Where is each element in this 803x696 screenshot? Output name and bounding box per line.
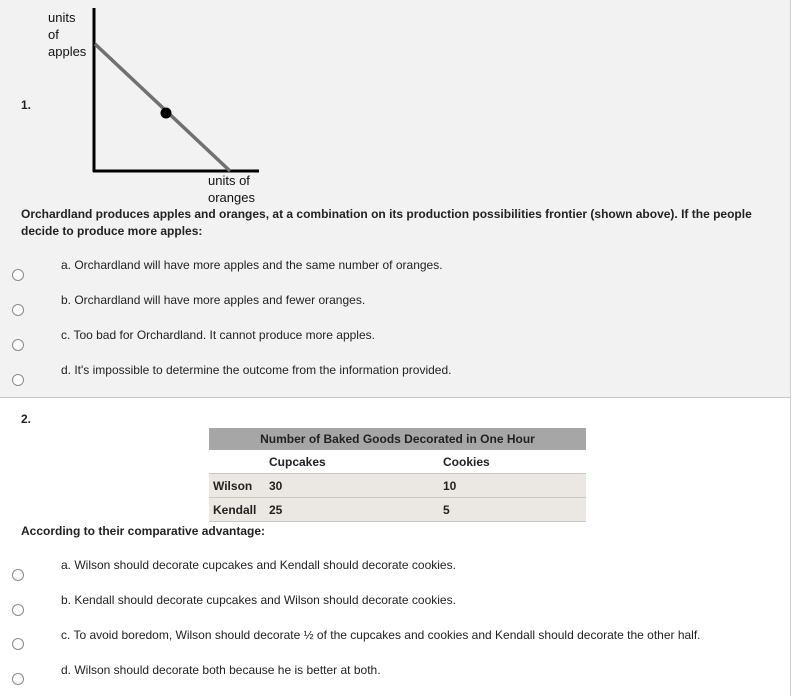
production-point xyxy=(161,108,172,119)
question-number: 1. xyxy=(21,98,32,112)
question-number: 2. xyxy=(21,412,32,426)
ppf-graph xyxy=(0,0,300,200)
table-header-cookies: Cookies xyxy=(439,450,586,474)
radio-choice-a[interactable] xyxy=(12,569,24,581)
choice-b-label[interactable]: b. Kendall should decorate cupcakes and Wilson should decorate cookies. xyxy=(61,593,456,607)
radio-choice-c[interactable] xyxy=(12,339,24,351)
y-axis-label xyxy=(48,9,86,60)
radio-choice-b[interactable] xyxy=(12,304,24,316)
choice-c-label[interactable]: c. Too bad for Orchardland. It cannot produce more apples. xyxy=(61,328,375,342)
choice-a-label[interactable]: a. Wilson should decorate cupcakes and Kendall should decorate cookies. xyxy=(61,558,456,572)
choice-a-label[interactable]: a. Orchardland will have more apples and the same number of oranges. xyxy=(61,258,443,272)
table-title: Number of Baked Goods Decorated in One Hour xyxy=(209,428,586,450)
choice-b-label[interactable]: b. Orchardland will have more apples and fewer oranges. xyxy=(61,293,366,307)
ppf-curve xyxy=(95,44,230,171)
y-axis-label-line: apples xyxy=(48,44,87,59)
radio-choice-d[interactable] xyxy=(12,673,24,685)
table-row xyxy=(209,474,586,498)
row-cookies: 10 xyxy=(439,474,586,498)
radio-choice-a[interactable] xyxy=(12,269,24,281)
table-header-row xyxy=(209,450,586,474)
x-axis-label-line: oranges xyxy=(208,190,255,205)
row-cookies: 5 xyxy=(439,498,586,522)
radio-choice-d[interactable] xyxy=(12,374,24,386)
radio-choice-c[interactable] xyxy=(12,638,24,650)
question-stem: Orchardland produces apples and oranges, at a combination on its production possibilities frontier (shown above). If the people decide to produce more apples: xyxy=(21,207,752,238)
x-axis-label-line: units of xyxy=(208,173,250,188)
row-cupcakes: 30 xyxy=(265,474,439,498)
row-name: Wilson xyxy=(209,474,265,498)
y-axis-label-line: of xyxy=(48,27,59,42)
choice-d-label[interactable]: d. It's impossible to determine the outcome from the information provided. xyxy=(61,363,452,377)
choice-d-label[interactable]: d. Wilson should decorate both because he is better at both. xyxy=(61,663,381,677)
baked-goods-table xyxy=(209,428,586,522)
question-stem: According to their comparative advantage: xyxy=(21,524,266,538)
table-row xyxy=(209,498,586,522)
choice-c-label[interactable]: c. To avoid boredom, Wilson should decorate ½ of the cupcakes and cookies and Kendall should decorate the other half. xyxy=(61,628,701,642)
row-cupcakes: 25 xyxy=(265,498,439,522)
y-axis-label-line: units xyxy=(48,10,76,25)
table-header-cell xyxy=(209,450,265,474)
radio-choice-b[interactable] xyxy=(12,604,24,616)
table-header-cupcakes: Cupcakes xyxy=(265,450,439,474)
row-name: Kendall xyxy=(209,498,265,522)
x-axis-label xyxy=(208,172,255,206)
